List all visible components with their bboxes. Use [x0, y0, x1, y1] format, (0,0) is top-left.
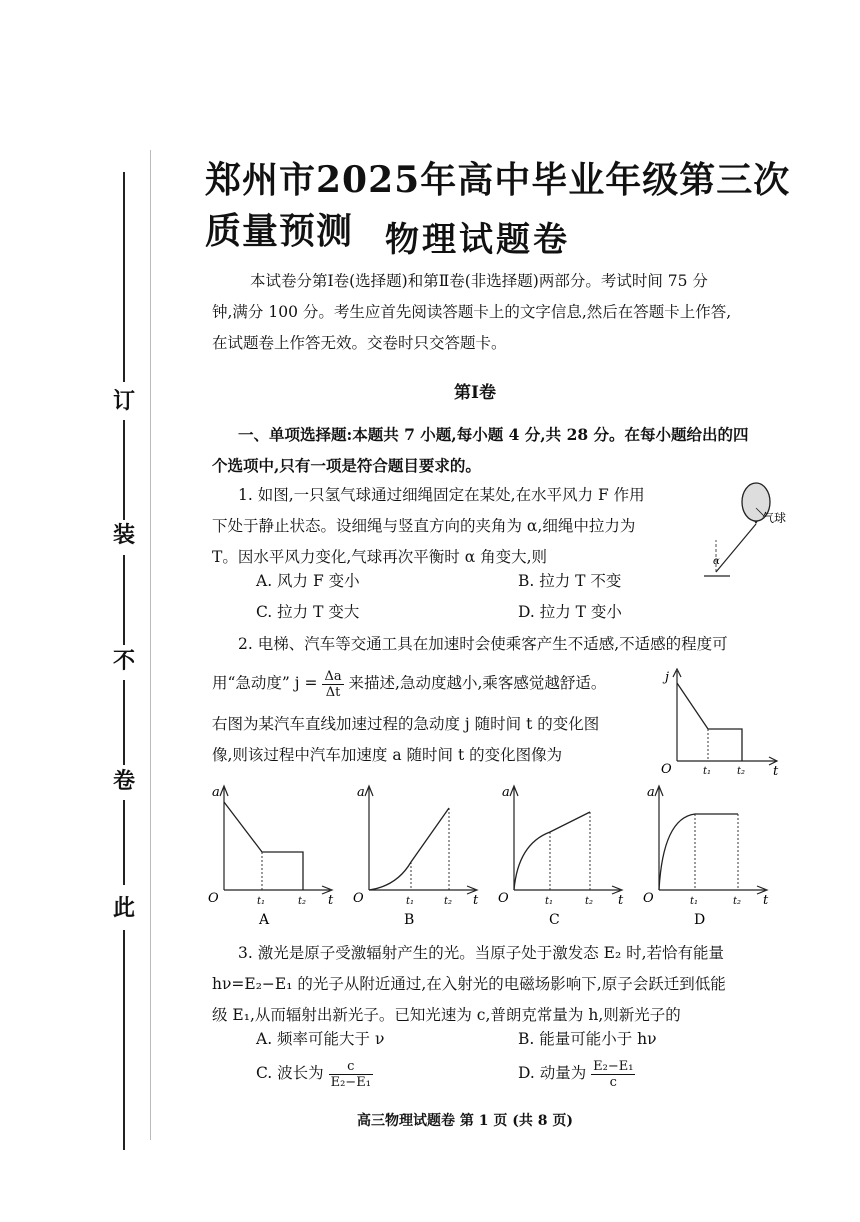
graph-a [208, 785, 334, 928]
q2-text: 来描述,急动度越小,乘客感觉越舒适。 [348, 674, 607, 692]
q3-stem-line: 级 E₁,从而辐射出新光子。已知光速为 c,普朗克常量为 h,则新光子的 [212, 1006, 681, 1024]
page-title: 郑州市2025年高中毕业年级第三次质量预测 [205, 159, 791, 252]
q3-option-a: A. 频率可能大于 ν [256, 1030, 385, 1048]
q2-stem-line2 [212, 668, 606, 700]
q2-stem-line: 右图为某汽车直线加速过程的急动度 j 随时间 t 的变化图 [212, 715, 600, 733]
t2-label: t₂ [298, 896, 307, 907]
rope-line [716, 524, 756, 572]
fraction-numerator: c [329, 1059, 373, 1075]
q1-option-b: B. 拉力 T 不变 [518, 572, 622, 590]
fraction-denominator: c [609, 1074, 617, 1090]
origin-label: O [661, 762, 672, 777]
q1-stem-line: T。因水平风力变化,气球再次平衡时 α 角变大,则 [212, 548, 548, 566]
caption-c: C [549, 912, 560, 928]
q1-option-d: D. 拉力 T 变小 [518, 603, 622, 621]
graph-d [643, 785, 769, 928]
fraction-numerator: Δa [324, 668, 342, 684]
origin-label: O [498, 891, 509, 906]
x-label: t [473, 893, 479, 908]
gutter-char-bu: 不 [112, 648, 135, 674]
part-intro-line: 一、单项选择题:本题共 7 小题,每小题 4 分,共 28 分。在每小题给出的四 [238, 425, 749, 444]
jerk-fraction [322, 669, 343, 700]
q2-option-graphs [200, 778, 820, 928]
y-label: a [357, 785, 365, 800]
gutter-char-juan: 卷 [112, 768, 135, 794]
q2-stem-line: 2. 电梯、汽车等交通工具在加速时会使乘客产生不适感,不适感的程度可 [238, 635, 728, 653]
curve-b [369, 808, 449, 890]
t2-label: t₂ [585, 896, 594, 907]
intro-line: 钟,满分 100 分。考生应首先阅读答题卡上的文字信息,然后在答题卡上作答, [212, 303, 732, 321]
caption-a: A [259, 912, 270, 928]
x-label: t [618, 893, 624, 908]
t1-label: t₁ [406, 896, 415, 907]
q3-option-b: B. 能量可能小于 hν [518, 1030, 657, 1048]
q1-stem-line: 下处于静止状态。设细绳与竖直方向的夹角为 α,细绳中拉力为 [212, 517, 636, 535]
fraction-denominator: Δt [325, 684, 341, 700]
y-label: a [502, 785, 510, 800]
gutter-line [123, 420, 125, 520]
x-label: t [328, 893, 334, 908]
momentum-fraction [591, 1059, 635, 1090]
curve-d [659, 814, 738, 890]
q3-option-d [518, 1058, 635, 1090]
t1-label: t₁ [257, 896, 266, 907]
q1-option-a: A. 风力 F 变小 [256, 572, 360, 590]
gutter-char-ding: 订 [112, 388, 135, 414]
q2-stem-line: 像,则该过程中汽车加速度 a 随时间 t 的变化图像为 [212, 746, 563, 764]
q1-balloon-figure [700, 478, 800, 588]
gutter-char-ci: 此 [112, 895, 135, 921]
curve-c [514, 812, 590, 890]
q1-stem-line: 1. 如图,一只氢气球通过细绳固定在某处,在水平风力 F 作用 [238, 486, 645, 504]
y-label: a [647, 785, 655, 800]
t1-label: t₁ [545, 896, 554, 907]
q3-stem-line: hν=E₂−E₁ 的光子从附近通过,在入射光的电磁场影响下,原子会跃迁到低能 [212, 975, 726, 993]
origin-label: O [353, 891, 364, 906]
curve-a [224, 802, 303, 890]
fraction-numerator: E₂−E₁ [593, 1058, 634, 1074]
origin-label: O [208, 891, 219, 906]
graph-c [498, 785, 624, 928]
t1-label: t₁ [690, 896, 699, 907]
y-label: a [212, 785, 220, 800]
y-label: j [665, 670, 670, 685]
section-title: 第Ⅰ卷 [454, 383, 496, 403]
intro-line: 本试卷分第Ⅰ卷(选择题)和第Ⅱ卷(非选择题)两部分。考试时间 75 分 [250, 272, 708, 290]
t2-label: t₂ [737, 766, 746, 777]
caption-b: B [404, 912, 415, 928]
page-subtitle: 物理试题卷 [385, 220, 570, 260]
balloon-label: 气球 [762, 511, 787, 525]
fraction-denominator: E₂−E₁ [330, 1074, 371, 1090]
t2-label: t₂ [444, 896, 453, 907]
origin-label: O [643, 891, 654, 906]
x-label: t [773, 764, 779, 777]
graph-b [353, 785, 479, 928]
jerk-time-graph [655, 665, 785, 777]
page-footer: 高三物理试题卷 第 1 页 (共 8 页) [357, 1113, 573, 1129]
intro-line: 在试题卷上作答无效。交卷时只交答题卡。 [212, 334, 507, 352]
q3-option-c [256, 1058, 373, 1090]
q3-stem-line: 3. 激光是原子受激辐射产生的光。当原子处于激发态 E₂ 时,若恰有能量 [238, 944, 725, 962]
t1-label: t₁ [703, 766, 712, 777]
x-label: t [763, 893, 769, 908]
gutter-line [123, 555, 125, 645]
q2-text: 用“急动度” j = [212, 674, 318, 692]
gutter-line [123, 680, 125, 765]
margin-rule [150, 150, 151, 1140]
gutter-line [123, 172, 125, 382]
part-intro-line: 个选项中,只有一项是符合题目要求的。 [212, 456, 481, 475]
angle-label: α [713, 556, 720, 567]
wavelength-fraction [329, 1059, 373, 1090]
option-c-label: C. 波长为 [256, 1064, 324, 1082]
option-d-label: D. 动量为 [518, 1064, 587, 1082]
t2-label: t₂ [733, 896, 742, 907]
balloon-knot [754, 521, 758, 524]
caption-d: D [694, 912, 706, 928]
jerk-curve [677, 683, 742, 761]
gutter-char-zhuang: 装 [112, 522, 135, 548]
gutter-line [123, 800, 125, 885]
q1-option-c: C. 拉力 T 变大 [256, 603, 360, 621]
